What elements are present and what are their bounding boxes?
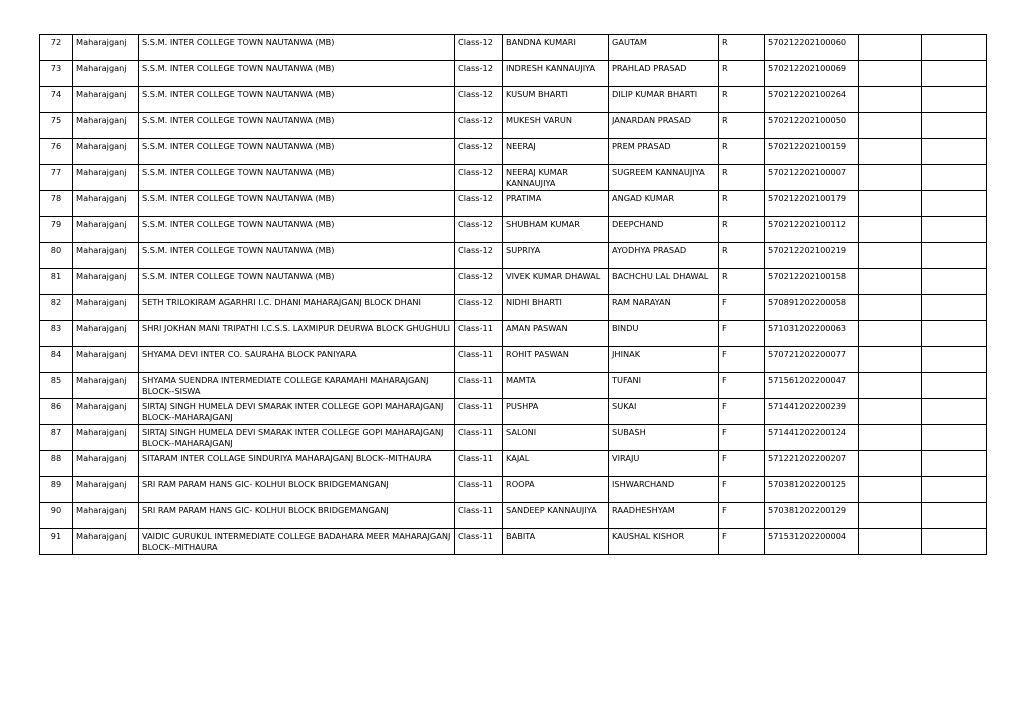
cell-category: F xyxy=(719,399,765,425)
cell-school-name: S.S.M. INTER COLLEGE TOWN NAUTANWA (MB) xyxy=(139,217,455,243)
cell-district: Maharajganj xyxy=(73,373,139,399)
cell-blank-1 xyxy=(859,295,922,321)
cell-serial-number: 88 xyxy=(40,451,73,477)
cell-class: Class-12 xyxy=(455,61,503,87)
cell-class: Class-12 xyxy=(455,165,503,191)
cell-category: F xyxy=(719,529,765,555)
cell-father-name: VIRAJU xyxy=(609,451,719,477)
cell-category: R xyxy=(719,217,765,243)
cell-blank-1 xyxy=(859,503,922,529)
cell-district: Maharajganj xyxy=(73,321,139,347)
cell-blank-1 xyxy=(859,425,922,451)
cell-blank-1 xyxy=(859,451,922,477)
cell-father-name: JANARDAN PRASAD xyxy=(609,113,719,139)
cell-category: R xyxy=(719,191,765,217)
cell-serial-number: 81 xyxy=(40,269,73,295)
cell-blank-1 xyxy=(859,191,922,217)
cell-class: Class-11 xyxy=(455,477,503,503)
cell-registration-code: 570212202100007 xyxy=(765,165,859,191)
cell-father-name: AYODHYA PRASAD xyxy=(609,243,719,269)
cell-serial-number: 91 xyxy=(40,529,73,555)
cell-class: Class-11 xyxy=(455,347,503,373)
cell-father-name: RAADHESHYAM xyxy=(609,503,719,529)
cell-serial-number: 80 xyxy=(40,243,73,269)
cell-category: F xyxy=(719,373,765,399)
cell-student-name: SHUBHAM KUMAR xyxy=(503,217,609,243)
cell-registration-code: 570891202200058 xyxy=(765,295,859,321)
cell-class: Class-12 xyxy=(455,35,503,61)
cell-class: Class-11 xyxy=(455,503,503,529)
cell-student-name: PRATIMA xyxy=(503,191,609,217)
cell-blank-2 xyxy=(922,373,987,399)
cell-category: F xyxy=(719,451,765,477)
cell-category: F xyxy=(719,321,765,347)
cell-serial-number: 76 xyxy=(40,139,73,165)
cell-father-name: RAM NARAYAN xyxy=(609,295,719,321)
cell-school-name: SHRI JOKHAN MANI TRIPATHI I.C.S.S. LAXMIPUR DEURWA BLOCK GHUGHULI xyxy=(139,321,455,347)
cell-district: Maharajganj xyxy=(73,269,139,295)
cell-district: Maharajganj xyxy=(73,451,139,477)
table-row xyxy=(40,87,987,113)
cell-serial-number: 82 xyxy=(40,295,73,321)
cell-category: F xyxy=(719,477,765,503)
cell-blank-1 xyxy=(859,321,922,347)
cell-serial-number: 89 xyxy=(40,477,73,503)
cell-category: F xyxy=(719,425,765,451)
cell-district: Maharajganj xyxy=(73,399,139,425)
cell-district: Maharajganj xyxy=(73,35,139,61)
cell-blank-1 xyxy=(859,61,922,87)
cell-registration-code: 571561202200047 xyxy=(765,373,859,399)
table-row xyxy=(40,191,987,217)
cell-category: R xyxy=(719,87,765,113)
cell-class: Class-11 xyxy=(455,451,503,477)
cell-class: Class-11 xyxy=(455,373,503,399)
cell-registration-code: 570212202100069 xyxy=(765,61,859,87)
cell-student-name: ROOPA xyxy=(503,477,609,503)
cell-district: Maharajganj xyxy=(73,61,139,87)
cell-class: Class-12 xyxy=(455,243,503,269)
cell-father-name: DILIP KUMAR BHARTI xyxy=(609,87,719,113)
cell-blank-2 xyxy=(922,347,987,373)
cell-father-name: DEEPCHAND xyxy=(609,217,719,243)
cell-student-name: AMAN PASWAN xyxy=(503,321,609,347)
cell-school-name: S.S.M. INTER COLLEGE TOWN NAUTANWA (MB) xyxy=(139,61,455,87)
cell-category: F xyxy=(719,503,765,529)
cell-school-name: SHYAMA DEVI INTER CO. SAURAHA BLOCK PANIYARA xyxy=(139,347,455,373)
cell-serial-number: 74 xyxy=(40,87,73,113)
cell-blank-2 xyxy=(922,425,987,451)
cell-serial-number: 85 xyxy=(40,373,73,399)
cell-blank-2 xyxy=(922,269,987,295)
cell-registration-code: 570212202100159 xyxy=(765,139,859,165)
cell-school-name: SIRTAJ SINGH HUMELA DEVI SMARAK INTER COLLEGE GOPI MAHARAJGANJ BLOCK--MAHARAJGANJ xyxy=(139,425,455,451)
cell-student-name: KAJAL xyxy=(503,451,609,477)
cell-school-name: S.S.M. INTER COLLEGE TOWN NAUTANWA (MB) xyxy=(139,87,455,113)
cell-blank-1 xyxy=(859,529,922,555)
cell-student-name: INDRESH KANNAUJIYA xyxy=(503,61,609,87)
cell-serial-number: 77 xyxy=(40,165,73,191)
cell-category: R xyxy=(719,61,765,87)
cell-district: Maharajganj xyxy=(73,165,139,191)
cell-student-name: ROHIT PASWAN xyxy=(503,347,609,373)
cell-blank-2 xyxy=(922,165,987,191)
cell-class: Class-12 xyxy=(455,269,503,295)
cell-registration-code: 570212202100219 xyxy=(765,243,859,269)
cell-registration-code: 571531202200004 xyxy=(765,529,859,555)
cell-blank-1 xyxy=(859,35,922,61)
cell-school-name: S.S.M. INTER COLLEGE TOWN NAUTANWA (MB) xyxy=(139,35,455,61)
cell-school-name: S.S.M. INTER COLLEGE TOWN NAUTANWA (MB) xyxy=(139,269,455,295)
cell-blank-2 xyxy=(922,217,987,243)
cell-district: Maharajganj xyxy=(73,295,139,321)
cell-registration-code: 571031202200063 xyxy=(765,321,859,347)
table-row xyxy=(40,477,987,503)
cell-class: Class-12 xyxy=(455,191,503,217)
cell-student-name: VIVEK KUMAR DHAWAL xyxy=(503,269,609,295)
cell-registration-code: 571221202200207 xyxy=(765,451,859,477)
cell-class: Class-12 xyxy=(455,87,503,113)
cell-class: Class-11 xyxy=(455,321,503,347)
cell-student-name: MAMTA xyxy=(503,373,609,399)
cell-registration-code: 570381202200129 xyxy=(765,503,859,529)
cell-registration-code: 570381202200125 xyxy=(765,477,859,503)
table-row xyxy=(40,61,987,87)
table-row xyxy=(40,269,987,295)
table-row xyxy=(40,321,987,347)
cell-serial-number: 90 xyxy=(40,503,73,529)
cell-serial-number: 75 xyxy=(40,113,73,139)
table-row xyxy=(40,425,987,451)
cell-district: Maharajganj xyxy=(73,139,139,165)
cell-father-name: KAUSHAL KISHOR xyxy=(609,529,719,555)
cell-school-name: SIRTAJ SINGH HUMELA DEVI SMARAK INTER COLLEGE GOPI MAHARAJGANJ BLOCK--MAHARAJGANJ xyxy=(139,399,455,425)
cell-class: Class-12 xyxy=(455,295,503,321)
table-row xyxy=(40,451,987,477)
cell-serial-number: 72 xyxy=(40,35,73,61)
cell-student-name: SUPRIYA xyxy=(503,243,609,269)
cell-blank-1 xyxy=(859,477,922,503)
cell-registration-code: 571441202200239 xyxy=(765,399,859,425)
cell-school-name: SETH TRILOKIRAM AGARHRI I.C. DHANI MAHARAJGANJ BLOCK DHANI xyxy=(139,295,455,321)
cell-registration-code: 570212202100158 xyxy=(765,269,859,295)
cell-class: Class-11 xyxy=(455,425,503,451)
cell-school-name: S.S.M. INTER COLLEGE TOWN NAUTANWA (MB) xyxy=(139,113,455,139)
cell-blank-1 xyxy=(859,269,922,295)
cell-student-name: PUSHPA xyxy=(503,399,609,425)
cell-school-name: SRI RAM PARAM HANS GIC- KOLHUI BLOCK BRIDGEMANGANJ xyxy=(139,477,455,503)
cell-serial-number: 79 xyxy=(40,217,73,243)
cell-registration-code: 570212202100050 xyxy=(765,113,859,139)
cell-student-name: BABITA xyxy=(503,529,609,555)
cell-class: Class-11 xyxy=(455,529,503,555)
cell-blank-1 xyxy=(859,347,922,373)
cell-school-name: SITARAM INTER COLLAGE SINDURIYA MAHARAJGANJ BLOCK--MITHAURA xyxy=(139,451,455,477)
cell-serial-number: 73 xyxy=(40,61,73,87)
cell-category: R xyxy=(719,35,765,61)
cell-serial-number: 78 xyxy=(40,191,73,217)
cell-blank-2 xyxy=(922,477,987,503)
table-row xyxy=(40,243,987,269)
table-row xyxy=(40,373,987,399)
cell-father-name: SUKAI xyxy=(609,399,719,425)
cell-blank-1 xyxy=(859,217,922,243)
cell-district: Maharajganj xyxy=(73,113,139,139)
table-body xyxy=(40,35,987,555)
cell-blank-2 xyxy=(922,35,987,61)
cell-blank-2 xyxy=(922,321,987,347)
cell-district: Maharajganj xyxy=(73,477,139,503)
table-row xyxy=(40,35,987,61)
cell-school-name: SHYAMA SUENDRA INTERMEDIATE COLLEGE KARAMAHI MAHARAJGANJ BLOCK--SISWA xyxy=(139,373,455,399)
cell-father-name: ANGAD KUMAR xyxy=(609,191,719,217)
cell-blank-2 xyxy=(922,399,987,425)
cell-category: R xyxy=(719,269,765,295)
cell-category: R xyxy=(719,139,765,165)
cell-blank-2 xyxy=(922,529,987,555)
cell-category: R xyxy=(719,113,765,139)
cell-father-name: PREM PRASAD xyxy=(609,139,719,165)
cell-student-name: MUKESH VARUN xyxy=(503,113,609,139)
cell-student-name: NEERAJ KUMAR KANNAUJIYA xyxy=(503,165,609,191)
cell-blank-1 xyxy=(859,243,922,269)
cell-district: Maharajganj xyxy=(73,529,139,555)
cell-district: Maharajganj xyxy=(73,217,139,243)
cell-school-name: S.S.M. INTER COLLEGE TOWN NAUTANWA (MB) xyxy=(139,139,455,165)
cell-category: F xyxy=(719,295,765,321)
cell-serial-number: 83 xyxy=(40,321,73,347)
cell-student-name: SANDEEP KANNAUJIYA xyxy=(503,503,609,529)
cell-registration-code: 570212202100112 xyxy=(765,217,859,243)
cell-class: Class-12 xyxy=(455,139,503,165)
cell-blank-2 xyxy=(922,113,987,139)
table-row xyxy=(40,165,987,191)
cell-serial-number: 87 xyxy=(40,425,73,451)
cell-district: Maharajganj xyxy=(73,87,139,113)
cell-school-name: VAIDIC GURUKUL INTERMEDIATE COLLEGE BADAHARA MEER MAHARAJGANJ BLOCK--MITHAURA xyxy=(139,529,455,555)
cell-father-name: SUBASH xyxy=(609,425,719,451)
cell-registration-code: 570212202100060 xyxy=(765,35,859,61)
cell-father-name: PRAHLAD PRASAD xyxy=(609,61,719,87)
cell-district: Maharajganj xyxy=(73,425,139,451)
cell-student-name: SALONI xyxy=(503,425,609,451)
cell-blank-1 xyxy=(859,165,922,191)
cell-blank-2 xyxy=(922,87,987,113)
cell-blank-2 xyxy=(922,295,987,321)
cell-school-name: S.S.M. INTER COLLEGE TOWN NAUTANWA (MB) xyxy=(139,243,455,269)
cell-blank-2 xyxy=(922,451,987,477)
student-roster-table xyxy=(39,34,987,555)
cell-serial-number: 84 xyxy=(40,347,73,373)
cell-district: Maharajganj xyxy=(73,503,139,529)
cell-registration-code: 570212202100264 xyxy=(765,87,859,113)
table-row xyxy=(40,399,987,425)
cell-father-name: TUFANI xyxy=(609,373,719,399)
cell-blank-1 xyxy=(859,139,922,165)
cell-category: R xyxy=(719,165,765,191)
table-row xyxy=(40,529,987,555)
table-row xyxy=(40,113,987,139)
cell-district: Maharajganj xyxy=(73,243,139,269)
cell-blank-1 xyxy=(859,113,922,139)
cell-category: F xyxy=(719,347,765,373)
cell-class: Class-12 xyxy=(455,113,503,139)
cell-registration-code: 571441202200124 xyxy=(765,425,859,451)
cell-category: R xyxy=(719,243,765,269)
cell-school-name: S.S.M. INTER COLLEGE TOWN NAUTANWA (MB) xyxy=(139,165,455,191)
cell-district: Maharajganj xyxy=(73,191,139,217)
cell-blank-1 xyxy=(859,399,922,425)
cell-serial-number: 86 xyxy=(40,399,73,425)
cell-father-name: BACHCHU LAL DHAWAL xyxy=(609,269,719,295)
cell-registration-code: 570721202200077 xyxy=(765,347,859,373)
cell-blank-2 xyxy=(922,139,987,165)
cell-student-name: BANDNA KUMARI xyxy=(503,35,609,61)
cell-blank-2 xyxy=(922,243,987,269)
cell-blank-2 xyxy=(922,191,987,217)
table-row xyxy=(40,217,987,243)
cell-blank-2 xyxy=(922,503,987,529)
cell-student-name: NEERAJ xyxy=(503,139,609,165)
cell-school-name: SRI RAM PARAM HANS GIC- KOLHUI BLOCK BRIDGEMANGANJ xyxy=(139,503,455,529)
cell-registration-code: 570212202100179 xyxy=(765,191,859,217)
cell-father-name: ISHWARCHAND xyxy=(609,477,719,503)
cell-blank-2 xyxy=(922,61,987,87)
cell-father-name: SUGREEM KANNAUJIYA xyxy=(609,165,719,191)
cell-father-name: JHINAK xyxy=(609,347,719,373)
cell-district: Maharajganj xyxy=(73,347,139,373)
cell-blank-1 xyxy=(859,373,922,399)
table-row xyxy=(40,347,987,373)
cell-class: Class-11 xyxy=(455,399,503,425)
table-row xyxy=(40,295,987,321)
cell-blank-1 xyxy=(859,87,922,113)
cell-father-name: BINDU xyxy=(609,321,719,347)
table-row xyxy=(40,139,987,165)
cell-student-name: NIDHI BHARTI xyxy=(503,295,609,321)
cell-class: Class-12 xyxy=(455,217,503,243)
cell-school-name: S.S.M. INTER COLLEGE TOWN NAUTANWA (MB) xyxy=(139,191,455,217)
cell-father-name: GAUTAM xyxy=(609,35,719,61)
cell-student-name: KUSUM BHARTI xyxy=(503,87,609,113)
table-row xyxy=(40,503,987,529)
